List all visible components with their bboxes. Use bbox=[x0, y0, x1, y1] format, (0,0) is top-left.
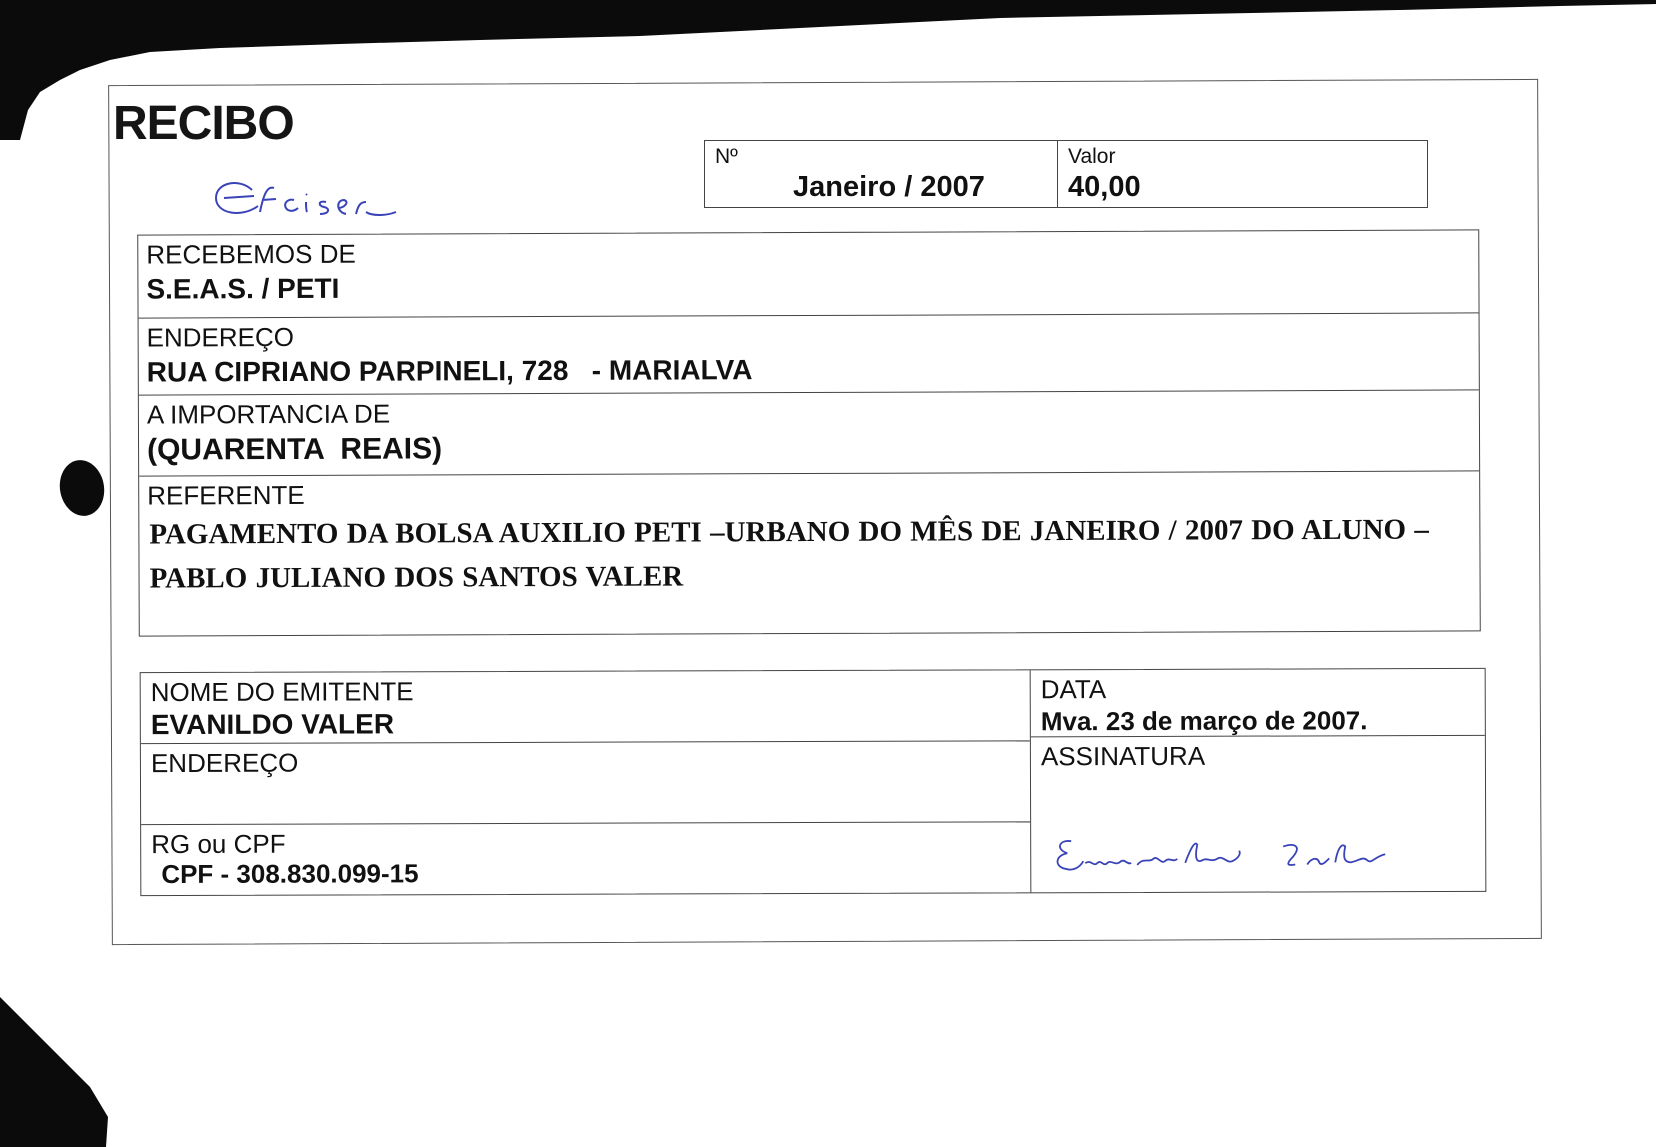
issuer-section bbox=[140, 668, 1487, 896]
date-value: Mva. 23 de março de 2007. bbox=[1040, 705, 1368, 737]
issuer-name-label: NOME DO EMITENTE bbox=[150, 676, 414, 708]
issuer-name-value: EVANILDO VALER bbox=[150, 708, 395, 741]
receipt-title: RECIBO bbox=[113, 97, 294, 150]
issuer-address-cell bbox=[141, 741, 1030, 825]
amount-in-words-field bbox=[139, 390, 1479, 476]
handwritten-note bbox=[210, 172, 410, 232]
issuer-details bbox=[141, 670, 1032, 895]
date-label: DATA bbox=[1040, 674, 1107, 705]
scan-corner-shadow bbox=[0, 997, 120, 1147]
payer-address-value: RUA CIPRIANO PARPINELI, 728 - MARIALVA bbox=[146, 354, 753, 388]
date-cell bbox=[1031, 669, 1485, 737]
issuer-id-label: RG ou CPF bbox=[151, 828, 286, 860]
received-from-field bbox=[138, 230, 1478, 318]
amount-in-words-value: (QUARENTA REAIS) bbox=[146, 432, 443, 467]
received-from-value: S.E.A.S. / PETI bbox=[146, 272, 340, 305]
punch-hole bbox=[55, 457, 108, 520]
payer-address-label: ENDEREÇO bbox=[146, 321, 295, 353]
number-label: Nº bbox=[715, 145, 738, 168]
issuer-id-cell bbox=[141, 822, 1030, 895]
amount-value: 40,00 bbox=[1068, 171, 1141, 203]
reference-value: PAGAMENTO DA BOLSA AUXILIO PETI –URBANO DO MÊS DE JANEIRO / 2007 DO ALUNO – PABLO JULIANO DOS SANTOS VALER bbox=[149, 513, 1429, 595]
received-from-label: RECEBEMOS DE bbox=[146, 238, 356, 270]
signature-image bbox=[1045, 832, 1445, 885]
amount-label: Valor bbox=[1068, 145, 1116, 168]
number-value-box bbox=[704, 140, 1428, 208]
amount-in-words-label: A IMPORTANCIA DE bbox=[146, 398, 391, 430]
issuer-name-cell bbox=[141, 670, 1030, 744]
issuer-address-label: ENDEREÇO bbox=[150, 747, 299, 779]
date-signature-column bbox=[1031, 669, 1486, 892]
payer-section bbox=[137, 229, 1481, 636]
issuer-id-value: CPF - 308.830.099-15 bbox=[161, 858, 419, 890]
amount-cell bbox=[1058, 141, 1427, 207]
reference-label: REFERENTE bbox=[147, 479, 305, 511]
signature-cell bbox=[1031, 736, 1485, 892]
reference-field bbox=[139, 471, 1480, 634]
receipt-number-cell bbox=[705, 141, 1058, 207]
period-value: Janeiro / 2007 bbox=[793, 171, 985, 203]
payer-address-field bbox=[139, 313, 1479, 395]
signature-label: ASSINATURA bbox=[1040, 740, 1206, 772]
